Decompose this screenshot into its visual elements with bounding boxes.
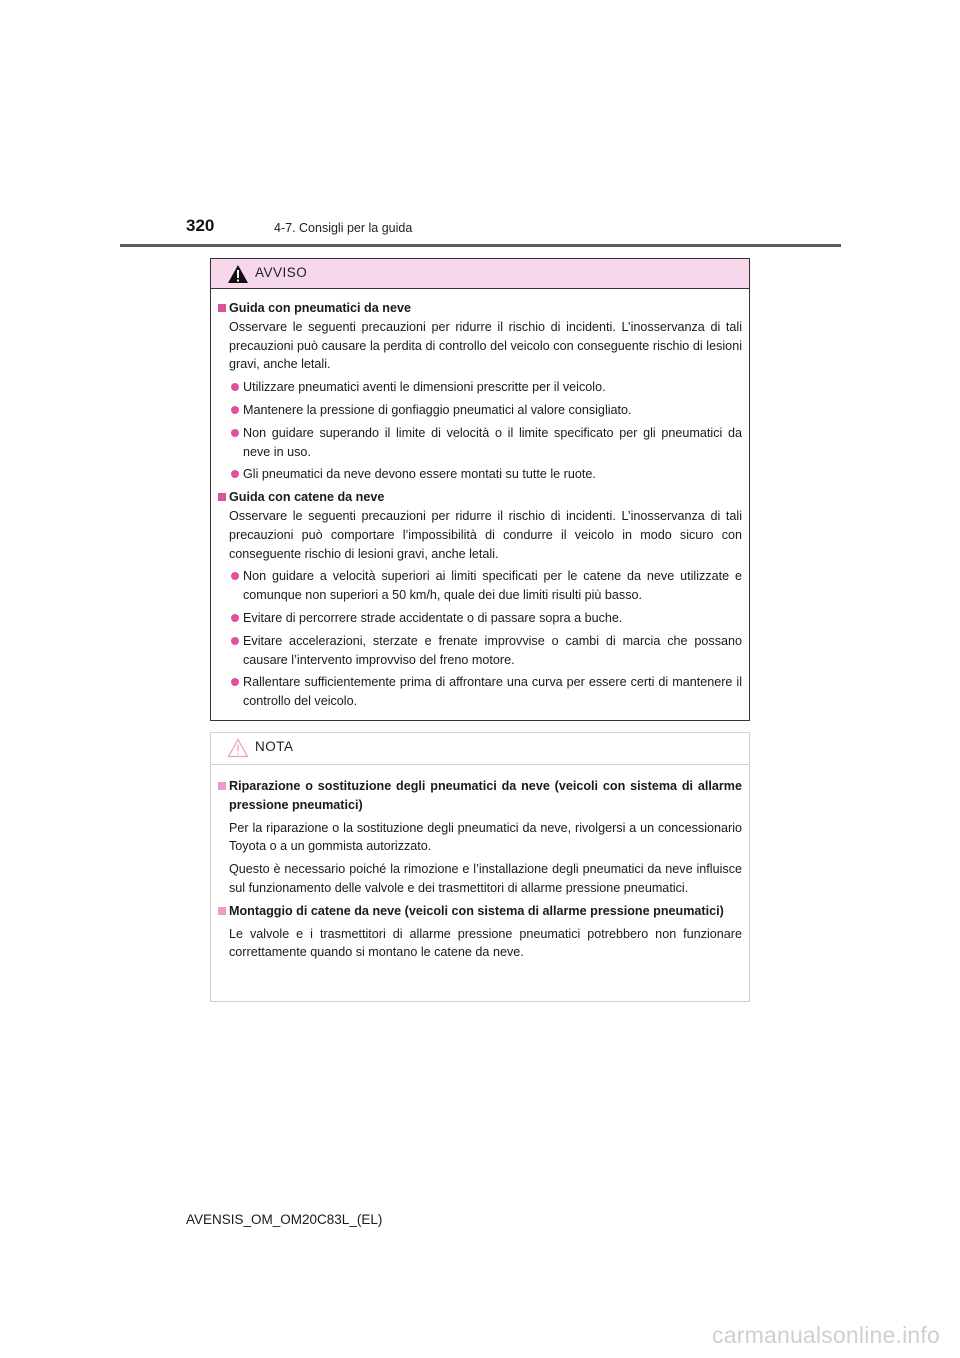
warning-body: [211, 289, 749, 711]
warning-bullet: Evitare di percorrere strade accidentate o di passare sopra a buche.: [218, 609, 742, 628]
page-header: [186, 214, 846, 248]
document-code: AVENSIS_OM_OM20C83L_(EL): [186, 1212, 383, 1227]
section-marker-icon: [218, 907, 226, 915]
bullet-dot-icon: [231, 637, 239, 645]
warning-bullet: Mantenere la pressione di gonfiaggio pneumatici al valore consigliato.: [218, 401, 742, 420]
bullet-dot-icon: [231, 429, 239, 437]
warning-box: [210, 258, 750, 721]
watermark: carmanualsonline.info: [712, 1322, 940, 1348]
warning-bullet: Rallentare sufficientemente prima di affrontare una curva per essere certi di mantenere il controllo del veicolo.: [218, 673, 742, 711]
warning-section-intro: Osservare le seguenti precauzioni per ridurre il rischio di incidenti. L’inosservanza di tali precauzioni può causare la perdita di controllo del veicolo con conseguente rischio di lesioni gravi, anche letali.: [229, 319, 742, 372]
note-box: [210, 732, 750, 1002]
bullet-dot-icon: [231, 614, 239, 622]
warning-triangle-icon: [227, 264, 249, 284]
warning-section-title: Guida con catene da neve: [218, 488, 742, 507]
note-section-title: Montaggio di catene da neve (veicoli con sistema di allarme pressione pneumatici): [218, 902, 742, 921]
section-marker-icon: [218, 304, 226, 312]
warning-header: [211, 259, 749, 289]
warning-bullet: Gli pneumatici da neve devono essere montati su tutte le ruote.: [218, 465, 742, 484]
header-rule: [120, 244, 841, 247]
warning-title: AVVISO: [255, 265, 308, 280]
note-paragraph: Le valvole e i trasmettitori di allarme pressione pneumatici potrebbero non funzionare correttamente quando si montano le catene da neve.: [229, 926, 742, 960]
section-marker-icon: [218, 493, 226, 501]
caution-triangle-icon: [227, 738, 249, 758]
note-body: [211, 765, 749, 962]
bullet-dot-icon: [231, 572, 239, 580]
warning-bullet: Non guidare superando il limite di velocità o il limite specificato per gli pneumatici da neve in uso.: [218, 424, 742, 462]
note-title: NOTA: [255, 739, 294, 754]
note-section-title: Riparazione o sostituzione degli pneumatici da neve (veicoli con sistema di allarme pressione pneumatici): [218, 777, 742, 815]
section-title: 4-7. Consigli per la guida: [274, 221, 413, 235]
warning-bullet: Non guidare a velocità superiori ai limiti specificati per le catene da neve utilizzate e comunque non superiori a 50 km/h, quale dei due limiti risulti più basso.: [218, 567, 742, 605]
bullet-dot-icon: [231, 383, 239, 391]
bullet-dot-icon: [231, 406, 239, 414]
note-header: [211, 733, 749, 765]
note-paragraph: Per la riparazione o la sostituzione degli pneumatici da neve, rivolgersi a un concessionario Toyota o a un gommista autorizzato.: [229, 820, 742, 854]
warning-section-intro: Osservare le seguenti precauzioni per ridurre il rischio di incidenti. L’inosservanza di tali precauzioni può comportare l’impossibilità di condurre il veicolo in modo sicuro con conseguente rischio di lesioni gravi, anche letali.: [229, 508, 742, 561]
warning-bullet: Utilizzare pneumatici aventi le dimensioni prescritte per il veicolo.: [218, 378, 742, 397]
note-paragraph: Questo è necessario poiché la rimozione e l’installazione degli pneumatici da neve influisce sul funzionamento delle valvole e dei trasmettitori di allarme pressione pneumatici.: [229, 862, 742, 895]
warning-bullet: Evitare accelerazioni, sterzate e frenate improvvise o cambi di marcia che possano causare l’intervento improvviso del freno motore.: [218, 632, 742, 670]
bullet-dot-icon: [231, 678, 239, 686]
warning-section-title: Guida con pneumatici da neve: [218, 299, 742, 318]
section-marker-icon: [218, 782, 226, 790]
bullet-dot-icon: [231, 470, 239, 478]
page-number: 320: [186, 216, 215, 235]
